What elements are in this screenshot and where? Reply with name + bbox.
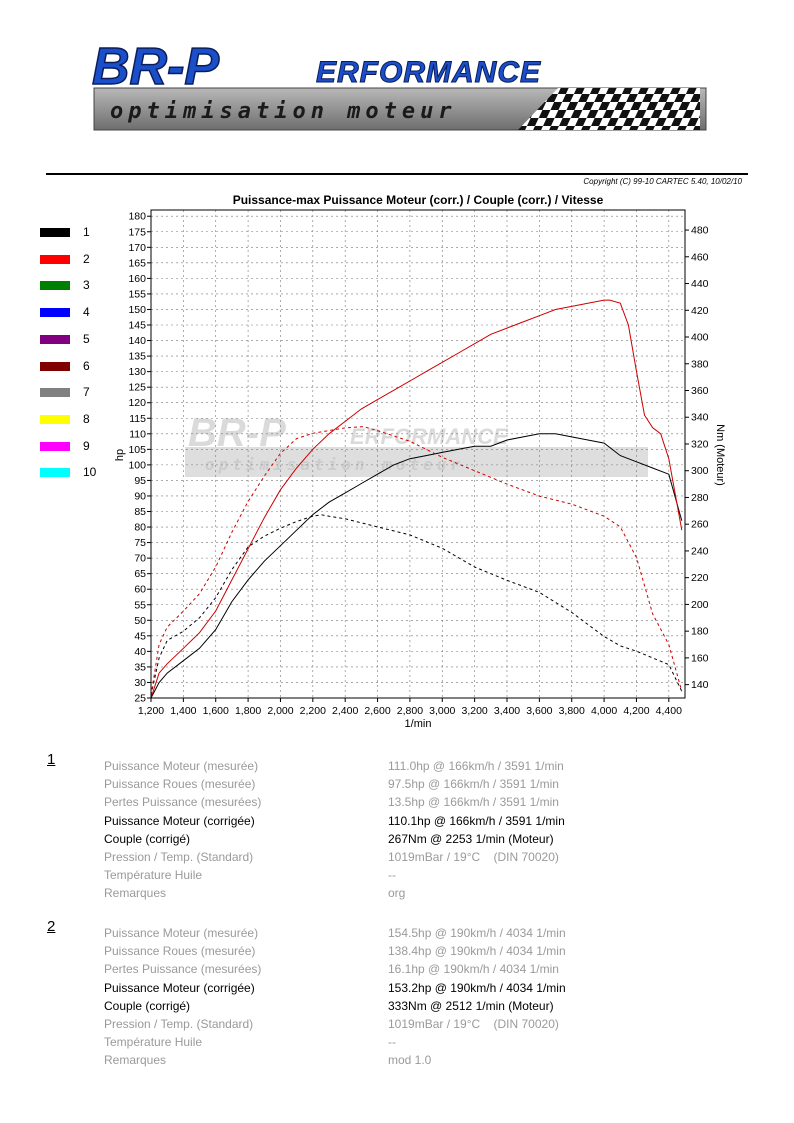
result-value: 267Nm @ 2253 1/min (Moteur) [388,831,554,846]
legend-label: 3 [83,278,90,293]
chart-watermark [185,411,648,477]
y-tick-label: 115 [129,412,146,425]
result-label: Pression / Temp. (Standard) [104,1017,254,1031]
y-tick-label: 75 [134,537,146,550]
y-tick-label: 35 [134,661,146,674]
y2-tick-label: 480 [691,224,709,237]
result-label: Pression / Temp. (Standard) [104,850,254,864]
x-tick-label: 3,600 [526,705,553,717]
result-block-number: 2 [47,918,56,935]
svg-text:ERFORMANCE: ERFORMANCE [350,424,508,449]
y2-tick-label: 200 [691,598,709,611]
svg-text:BR-P: BR-P [188,411,286,455]
result-label: Puissance Moteur (corrigée) [104,980,255,995]
y-tick-label: 120 [128,397,146,410]
y2-tick-label: 460 [691,251,709,264]
x-tick-label: 3,400 [493,705,521,717]
result-value: 138.4hp @ 190km/h / 4034 1/min [388,944,566,959]
y-tick-label: 90 [134,490,146,503]
x-tick-label: 1,200 [137,705,165,717]
legend-label: 1 [83,225,90,239]
x-tick-label: 4,200 [623,705,650,717]
result-block-number: 1 [47,751,56,768]
legend-label: 7 [83,385,90,400]
legend-label: 5 [83,331,90,346]
x-tick-label: 3,000 [429,705,456,717]
y-tick-label: 105 [128,443,146,456]
result-value: mod 1.0 [388,1053,432,1068]
y-tick-label: 150 [128,303,146,316]
series-2-power-line [151,300,682,698]
legend-label: 6 [83,358,90,373]
y2-tick-label: 320 [691,438,709,451]
y-tick-label: 130 [128,366,146,379]
logo-brand-big: BR-P [92,38,220,96]
y-tick-label: 65 [134,568,146,581]
x-tick-label: 1,600 [202,705,229,717]
y-axis-label: hp [114,448,126,462]
y2-tick-label: 160 [691,652,709,665]
y2-tick-label: 180 [691,625,709,638]
x-tick-label: 2,400 [332,705,359,717]
y2-tick-label: 300 [691,465,709,478]
x-tick-label: 3,800 [558,705,585,717]
result-value: 1019mBar / 19°C (DIN 70020) [388,850,559,864]
y2-tick-label: 380 [691,358,709,371]
y2-tick-label: 140 [691,679,709,692]
chart-title: Puissance-max Puissance Moteur (corr.) / Couple (corr.) / Vitesse [232,193,604,207]
x-tick-label: 2,600 [364,705,391,717]
result-label: Pertes Puissance (mesurées) [104,962,262,977]
result-label: Puissance Moteur (corrigée) [104,813,255,828]
y2-tick-label: 340 [691,411,709,424]
result-value: 153.2hp @ 190km/h / 4034 1/min [388,980,566,995]
y2-tick-label: 440 [691,278,709,291]
y-tick-label: 55 [134,599,146,612]
y-tick-label: 125 [128,381,146,394]
y2-tick-label: 360 [691,384,709,397]
y-tick-label: 100 [128,459,146,472]
y-tick-label: 110 [129,428,146,441]
result-label: Puissance Moteur (mesurée) [104,759,259,773]
y-tick-label: 95 [134,474,146,487]
y-tick-label: 60 [134,583,146,596]
result-value: org [388,886,406,901]
result-label: Puissance Roues (mesurée) [104,777,256,792]
result-value: 154.5hp @ 190km/h / 4034 1/min [388,926,566,940]
result-value: 1019mBar / 19°C (DIN 70020) [388,1017,559,1031]
x-tick-label: 2,200 [299,705,326,717]
y-tick-label: 145 [128,319,146,332]
y2-tick-label: 240 [691,545,709,558]
result-value: 16.1hp @ 190km/h / 4034 1/min [388,962,559,977]
y-tick-label: 25 [134,692,146,705]
y-tick-label: 40 [134,645,146,658]
result-value: -- [388,1035,396,1050]
y2-tick-label: 280 [691,491,709,504]
result-value: -- [388,868,396,883]
result-label: Température Huile [104,1035,203,1050]
y-tick-label: 160 [128,272,146,285]
result-label: Température Huile [104,868,203,883]
x-tick-label: 2,800 [396,705,424,717]
y-tick-label: 50 [134,614,146,627]
y2-tick-label: 420 [691,304,709,317]
x-tick-label: 1,800 [234,705,262,717]
x-tick-label: 4,000 [590,705,618,717]
x-tick-label: 2,000 [267,705,294,717]
result-label: Couple (corrigé) [104,998,191,1013]
result-label: Remarques [104,1053,167,1068]
legend-label: 4 [83,305,90,320]
y2-axis-label: Nm (Moteur) [714,424,726,486]
result-label: Puissance Roues (mesurée) [104,944,256,959]
result-value: 97.5hp @ 166km/h / 3591 1/min [388,777,559,792]
result-value: 110.1hp @ 166km/h / 3591 1/min [388,813,565,828]
y2-tick-label: 220 [691,572,709,585]
y-tick-label: 155 [128,288,146,301]
result-label: Remarques [104,886,167,901]
result-value: 111.0hp @ 166km/h / 3591 1/min [388,759,564,773]
result-label: Puissance Moteur (mesurée) [104,926,259,940]
y-tick-label: 85 [134,506,146,519]
y-tick-label: 30 [134,676,146,689]
y-tick-label: 170 [128,241,146,254]
y-tick-label: 45 [134,630,146,643]
y-tick-label: 70 [134,552,146,565]
x-tick-label: 3,200 [461,705,488,717]
legend-label: 8 [83,411,90,426]
result-label: Pertes Puissance (mesurées) [104,795,262,810]
x-tick-label: 4,400 [655,705,682,717]
y-tick-label: 180 [128,210,146,223]
logo-brand-rest: ERFORMANCE [316,56,541,89]
logo-tagline: optimisation moteur [110,99,457,124]
copyright-text: Copyright (C) 99-10 CARTEC 5.40, 10/02/10 [583,177,742,186]
legend-label: 10 [83,465,97,480]
x-axis-label: 1/min [404,718,432,730]
y-tick-label: 165 [128,257,146,270]
y-tick-label: 135 [128,350,146,363]
result-value: 13.5hp @ 166km/h / 3591 1/min [388,795,559,810]
result-value: 333Nm @ 2512 1/min (Moteur) [388,998,554,1013]
x-tick-label: 1,400 [170,705,197,717]
y-tick-label: 175 [128,226,146,239]
legend-label: 9 [83,438,90,453]
y2-tick-label: 400 [691,331,709,344]
y-tick-label: 140 [128,335,146,348]
y-tick-label: 80 [134,521,146,534]
legend-label: 2 [83,251,90,266]
result-label: Couple (corrigé) [104,831,191,846]
y2-tick-label: 260 [691,518,709,531]
svg-text:optimisation moteur: optimisation moteur [205,455,465,474]
